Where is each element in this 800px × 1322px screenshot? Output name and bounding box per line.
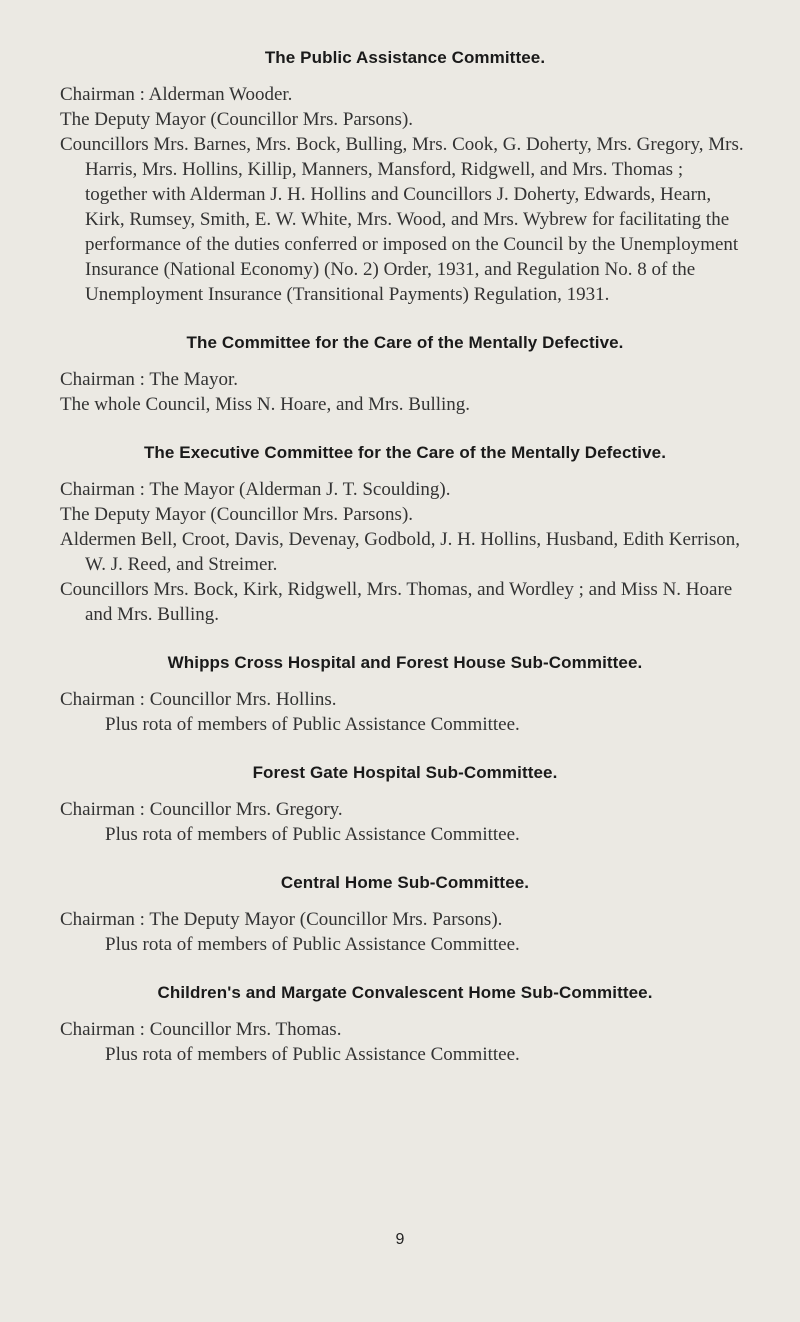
section-public-assistance xyxy=(60,48,750,307)
chairman-line: Chairman : Alderman Wooder. xyxy=(60,84,293,105)
rota-line: Plus rota of members of Public Assistance Committee. xyxy=(105,1044,520,1065)
members-line: The whole Council, Miss N. Hoare, and Mrs. Bulling. xyxy=(60,394,471,415)
chairman-line: Chairman : Councillor Mrs. Hollins. xyxy=(60,689,337,710)
section-heading: The Committee for the Care of the Mentally Defective. xyxy=(186,333,624,352)
section-childrens-margate xyxy=(60,983,750,1067)
rota-line: Plus rota of members of Public Assistance Committee. xyxy=(105,934,520,955)
rota-line: Plus rota of members of Public Assistance Committee. xyxy=(105,714,520,735)
chairman-line: Chairman : The Mayor (Alderman J. T. Scoulding). xyxy=(60,479,451,500)
document-page xyxy=(60,48,750,1093)
section-heading: The Public Assistance Committee. xyxy=(264,48,546,67)
section-heading: Whipps Cross Hospital and Forest House Sub-Committee. xyxy=(167,653,643,672)
page-number: 9 xyxy=(395,1231,405,1248)
section-whipps-cross xyxy=(60,653,750,737)
councillors-paragraph: Councillors Mrs. Bock, Kirk, Ridgwell, Mrs. Thomas, and Wordley ; and Miss N. Hoare and Mrs. Bulling. xyxy=(60,579,733,625)
section-heading: Central Home Sub-Committee. xyxy=(280,873,530,892)
chairman-line: Chairman : The Deputy Mayor (Councillor Mrs. Parsons). xyxy=(60,909,503,930)
section-executive-mentally-defective xyxy=(60,443,750,627)
rota-line: Plus rota of members of Public Assistance Committee. xyxy=(105,824,520,845)
section-mentally-defective xyxy=(60,333,750,417)
members-paragraph: Councillors Mrs. Barnes, Mrs. Bock, Bulling, Mrs. Cook, G. Doherty, Mrs. Gregory, Mrs. Harris, Mrs. Hollins, Killip, Manners, Mansford, Ridgwell, and Mrs. Thomas ; together with Alderman J. H. Hollins and Councillors J. Doherty, Edwards, Hearn, Kirk, Rumsey, Smith, E. W. White, Mrs. Wood, and Mrs. Wybrew for facilitating the performance of the duties conferred or imposed on the Council by the Unemployment Insurance (National Economy) (No. 2) Order, 1931, and Regulation No. 8 of the Unemployment Insurance (Transitional Payments) Regulation, 1931. xyxy=(60,134,744,305)
chairman-line: Chairman : Councillor Mrs. Gregory. xyxy=(60,799,343,820)
aldermen-paragraph: Aldermen Bell, Croot, Davis, Devenay, Godbold, J. H. Hollins, Husband, Edith Kerrison, W. J. Reed, and Streimer. xyxy=(60,529,741,575)
section-heading: Children's and Margate Convalescent Home Sub-Committee. xyxy=(157,983,653,1002)
section-heading: Forest Gate Hospital Sub-Committee. xyxy=(252,763,558,782)
chairman-line: Chairman : The Mayor. xyxy=(60,369,239,390)
section-heading: The Executive Committee for the Care of the Mentally Defective. xyxy=(143,443,667,462)
section-forest-gate xyxy=(60,763,750,847)
deputy-mayor-line: The Deputy Mayor (Councillor Mrs. Parsons). xyxy=(60,109,414,130)
deputy-mayor-line: The Deputy Mayor (Councillor Mrs. Parsons). xyxy=(60,504,414,525)
section-central-home xyxy=(60,873,750,957)
chairman-line: Chairman : Councillor Mrs. Thomas. xyxy=(60,1019,342,1040)
